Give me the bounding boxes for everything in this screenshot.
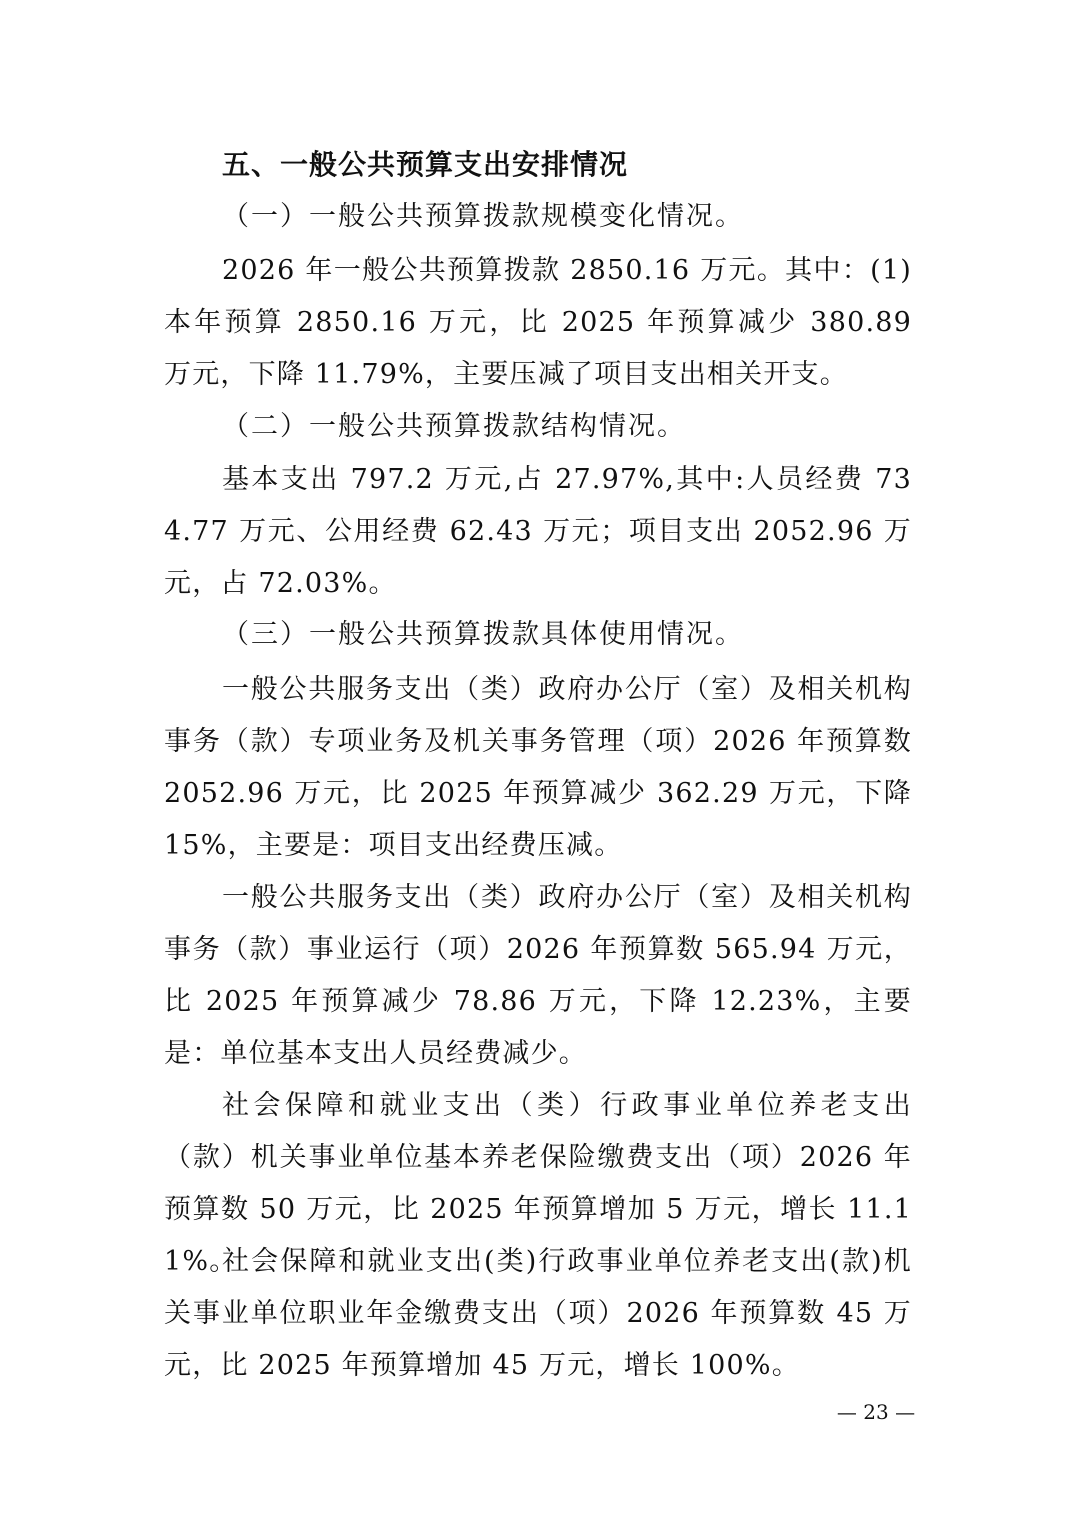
paragraph-4: 一般公共服务支出（类）政府办公厅（室）及相关机构事务（款）事业运行（项）2026 年预算数 565.94 万元，比 2025 年预算减少 78.86 万元，下降 12.23%，主要是：单位基本支出人员经费减少。: [164, 882, 912, 1069]
page-number: — 23 —: [836, 1400, 916, 1424]
paragraph-1: 2026 年一般公共预算拨款 2850.16 万元。其中：(1)本年预算 2850.16 万元，比 2025 年预算减少 380.89 万元，下降 11.79%，主要压减了项目支出相关开支。: [164, 255, 912, 390]
paragraph-5: 社会保障和就业支出（类）行政事业单位养老支出（款）机关事业单位基本养老保险缴费支出（项）2026 年预算数 50 万元，比 2025 年预算增加 5 万元，增长 11.11%。: [164, 1090, 912, 1277]
paragraph-3: 一般公共服务支出（类）政府办公厅（室）及相关机构事务（款）专项业务及机关事务管理（项）2026 年预算数 2052.96 万元，比 2025 年预算减少 362.29 万元，下降 15%，主要是：项目支出经费压减。: [164, 674, 912, 861]
paragraph-2: 基本支出 797.2 万元,占 27.97%,其中:人员经费 734.77 万元、公用经费 62.43 万元；项目支出 2052.96 万元，占 72.03%。: [164, 464, 912, 599]
subheading-1: （一）一般公共预算拨款规模变化情况。: [222, 201, 744, 232]
subheading-2: （二）一般公共预算拨款结构情况。: [222, 411, 686, 442]
subheading-3: （三）一般公共预算拨款具体使用情况。: [222, 619, 744, 650]
section-heading: 五、一般公共预算支出安排情况: [222, 148, 629, 181]
paragraph-6: 社会保障和就业支出(类)行政事业单位养老支出(款)机关事业单位职业年金缴费支出（项）2026 年预算数 45 万元，比 2025 年预算增加 45 万元，增长 100%。: [164, 1246, 912, 1381]
